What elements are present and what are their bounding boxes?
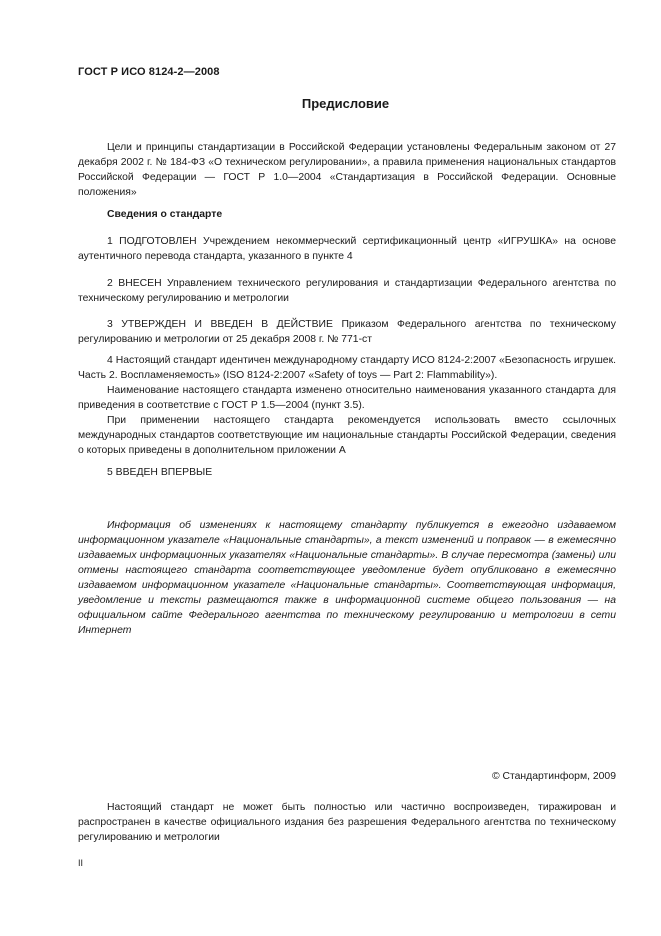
- item-4-block: [78, 353, 616, 458]
- page-number: II: [78, 858, 84, 868]
- item-5-block: [78, 465, 616, 480]
- standard-code: ГОСТ Р ИСО 8124-2—2008: [78, 66, 220, 78]
- item-5: 5 ВВЕДЕН ВПЕРВЫЕ: [107, 467, 213, 478]
- item-2: 2 ВНЕСЕН Управлением технического регулирования и стандартизации Федерального агентства по техническому регулированию и метрологии: [78, 278, 616, 304]
- legal-block: [78, 800, 616, 845]
- notice-block: [78, 518, 616, 638]
- legal-paragraph: Настоящий стандарт не может быть полностью или частично воспроизведен, тиражирован и распространен в качестве официального издания без разрешения Федерального агентства по техническому регулированию и метрологии: [78, 802, 616, 843]
- info-heading: Сведения о стандарте: [107, 209, 223, 220]
- item-3: 3 УТВЕРЖДЕН И ВВЕДЕН В ДЕЙСТВИЕ Приказом Федерального агентства по техническому регулированию и метрологии от 25 декабря 2008 г. № 771-ст: [78, 319, 616, 345]
- item-3-block: [78, 317, 616, 347]
- item-1-block: [78, 234, 616, 264]
- item-2-block: [78, 276, 616, 306]
- page-title: Предисловие: [301, 96, 390, 111]
- intro-block: [78, 140, 616, 200]
- item-4-paragraph-1: 4 Настоящий стандарт идентичен международному стандарту ИСО 8124-2:2007 «Безопасность игрушек. Часть 2. Воспламеняемость» (ISO 8124-2:2007 «Safety of toys — Part 2: Flammability»).: [78, 355, 616, 381]
- copyright-notice: © Стандартинформ, 2009: [491, 771, 616, 782]
- intro-paragraph: Цели и принципы стандартизации в Российской Федерации установлены Федеральным законом от 27 декабря 2002 г. № 184-ФЗ «О техническом регулировании», а правила применения национальных стандартов Российской Федерации — ГОСТ Р 1.0—2004 «Стандартизация в Российской Федерации. Основные положения»: [78, 142, 616, 198]
- notice-paragraph: Информация об изменениях к настоящему стандарту публикуется в ежегодно издаваемом информационном указателе «Национальные стандарты», а текст изменений и поправок — в ежемесячно издаваемых информационных указателях «Национальные стандарты». В случае пересмотра (замены) или отмены настоящего стандарта соответствующее уведомление будет опубликовано в ежемесячно издаваемом информационном указателе «Национальные стандарты». Соответствующая информация, уведомление и тексты размещаются также в информационной системе общего пользования — на официальном сайте Федерального агентства по техническому регулированию и метрологии в сети Интернет: [78, 520, 616, 636]
- item-4-paragraph-2: Наименование настоящего стандарта изменено относительно наименования указанного стандарта для приведения в соответствие с ГОСТ Р 1.5—2004 (пункт 3.5).: [78, 385, 616, 411]
- item-1: 1 ПОДГОТОВЛЕН Учреждением некоммерческий сертификационный центр «ИГРУШКА» на основе аутентичного перевода стандарта, указанного в пункте 4: [78, 236, 616, 262]
- item-4-paragraph-3: При применении настоящего стандарта рекомендуется использовать вместо ссылочных международных стандартов соответствующие им национальные стандарты Российской Федерации, сведения о которых приведены в дополнительном приложении А: [78, 415, 616, 456]
- info-heading-block: [78, 207, 616, 222]
